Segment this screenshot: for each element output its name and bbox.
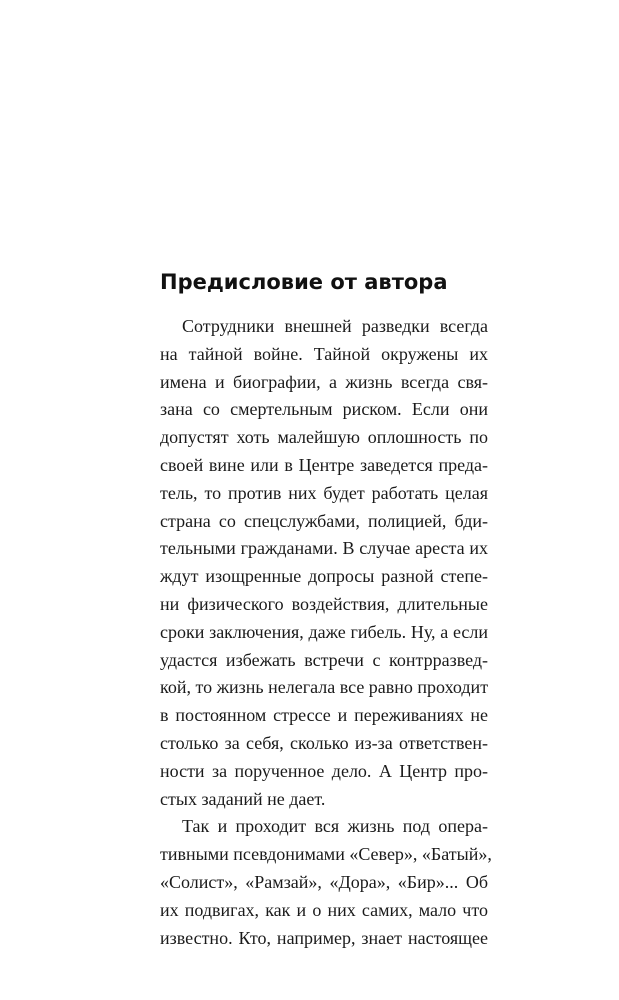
text-line: Сотрудники внешней разведки всегда [182, 316, 488, 336]
text-line: имена и биографии, а жизнь всегда свя- [160, 371, 488, 392]
text-line: «Солист», «Рамзай», «Дора», «Бир»... Об [160, 871, 488, 892]
text-line: тельными гражданами. В случае ареста их [160, 538, 488, 559]
paragraph-2 [160, 813, 492, 952]
text-line: допустят хоть малейшую оплошность по [160, 427, 488, 448]
text-line: кой, то жизнь нелегала все равно проходит [160, 677, 489, 698]
text-line: в постоянном стрессе и переживаниях не [160, 705, 488, 726]
text-line: столько за себя, сколько из-за ответствен- [160, 732, 488, 753]
text-line: на тайной войне. Тайной окружены их [160, 343, 488, 364]
text-line: страна со спецслужбами, полицией, бди- [160, 510, 488, 531]
text-line: тель, то против них будет работать целая [160, 482, 488, 503]
text-line: сроки заключения, даже гибель. Ну, а если [160, 621, 488, 642]
text-line: стых заданий не дает. [160, 788, 326, 809]
text-line: зана со смертельным риском. Если они [160, 399, 488, 420]
text-line: ждут изощренные допросы разной степе- [160, 566, 488, 587]
paragraph-1 [160, 313, 488, 813]
text-line: ности за порученное дело. А Центр про- [160, 760, 488, 781]
text-line: Так и проходит вся жизнь под опера- [182, 816, 488, 837]
body-text [160, 313, 492, 952]
text-line: тивными псевдонимами «Север», «Батый», [160, 844, 492, 865]
text-line: известно. Кто, например, знает настоящее [160, 927, 488, 948]
text-line: удастся избежать встречи с контрразвед- [160, 649, 488, 670]
text-line: их подвигах, как и о них самих, мало что [160, 899, 488, 920]
text-line: своей вине или в Центре заведется преда- [160, 454, 488, 475]
text-line: ни физического воздействия, длительные [160, 593, 488, 614]
chapter-heading: Предисловие от автора [160, 270, 448, 294]
